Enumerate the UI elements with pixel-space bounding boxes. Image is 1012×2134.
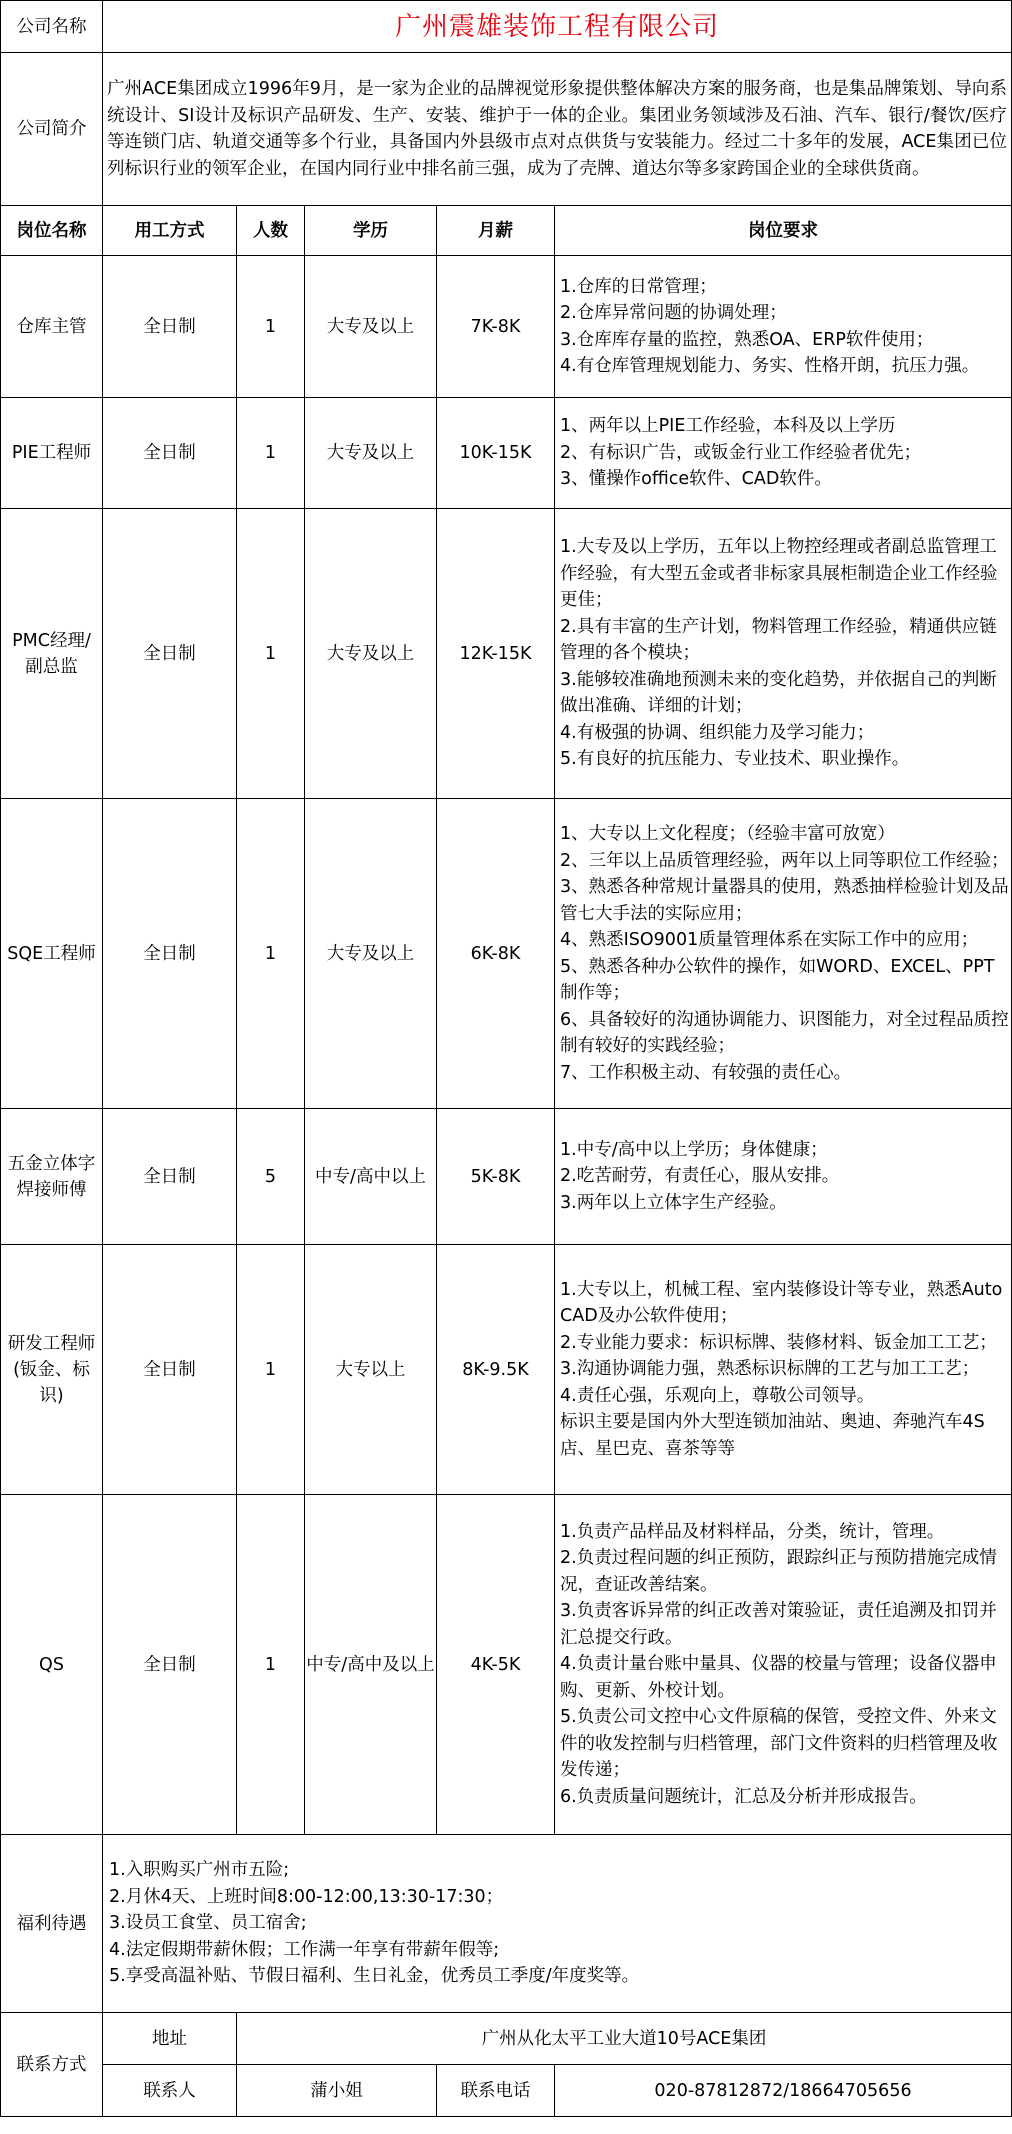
- job-count: 1: [237, 1245, 305, 1495]
- table-row: [1, 256, 1012, 398]
- benefits-list: [103, 1835, 1012, 2013]
- benefit-item: 5.享受高温补贴、节假日福利、生日礼金，优秀员工季度/年度奖等。: [109, 1966, 640, 1987]
- job-education: 大专及以上: [305, 256, 437, 398]
- job-count: 1: [237, 799, 305, 1109]
- job-requirements: [555, 1245, 1012, 1495]
- header-work-type: 用工方式: [103, 206, 237, 256]
- address-value: 广州从化太平工业大道10号ACE集团: [237, 2013, 1012, 2065]
- requirement-line: 7、工作积极主动、有较强的责任心。: [560, 1062, 852, 1083]
- job-education: 中专/高中以上: [305, 1109, 437, 1245]
- job-position: 五金立体字焊接师傅: [1, 1109, 103, 1245]
- job-position: QS: [1, 1495, 103, 1835]
- benefit-item: 2.月休4天、上班时间8:00-12:00,13:30-17:30；: [109, 1886, 504, 1907]
- address-label: 地址: [103, 2013, 237, 2065]
- company-name: 广州震雄装饰工程有限公司: [103, 1, 1012, 53]
- job-position: PMC经理/副总监: [1, 509, 103, 799]
- requirement-line: 3.沟通协调能力强，熟悉标识标牌的工艺与加工工艺；: [560, 1359, 980, 1380]
- company-intro-label: 公司简介: [1, 53, 103, 206]
- requirement-line: 1.大专以上，机械工程、室内装修设计等专业，熟悉Auto CAD及办公软件使用；: [560, 1279, 1003, 1327]
- job-work-type: 全日制: [103, 1109, 237, 1245]
- job-requirements: [555, 509, 1012, 799]
- job-education: 大专及以上: [305, 398, 437, 509]
- table-row: [1, 799, 1012, 1109]
- header-salary: 月薪: [437, 206, 555, 256]
- requirement-line: 5、熟悉各种办公软件的操作，如WORD、EXCEL、PPT制作等；: [560, 956, 995, 1003]
- requirement-line: 3.仓库库存量的监控，熟悉OA、ERP软件使用；: [560, 329, 934, 350]
- table-header-row: [1, 206, 1012, 256]
- job-work-type: 全日制: [103, 1245, 237, 1495]
- job-salary: 12K-15K: [437, 509, 555, 799]
- table-row: [1, 1109, 1012, 1245]
- requirement-line: 2.专业能力要求：标识标牌、装修材料、钣金加工工艺；: [560, 1332, 997, 1353]
- requirement-line: 1.负责产品样品及材料样品，分类，统计，管理。: [560, 1521, 945, 1542]
- job-work-type: 全日制: [103, 398, 237, 509]
- requirement-line: 6.负责质量问题统计，汇总及分析并形成报告。: [560, 1786, 927, 1807]
- job-position: PIE工程师: [1, 398, 103, 509]
- requirement-line: 1、两年以上PIE工作经验，本科及以上学历: [560, 416, 896, 437]
- job-salary: 8K-9.5K: [437, 1245, 555, 1495]
- job-salary: 10K-15K: [437, 398, 555, 509]
- requirement-line: 2.仓库异常问题的协调处理；: [560, 303, 787, 323]
- benefit-item: 3.设员工食堂、员工宿舍;: [109, 1913, 307, 1934]
- requirement-line: 5.有良好的抗压能力、专业技术、职业操作。: [560, 749, 910, 770]
- benefits-label: 福利待遇: [1, 1835, 103, 2013]
- header-requirements: 岗位要求: [555, 206, 1012, 256]
- company-name-row: [1, 1, 1012, 53]
- requirement-line: 3、懂操作office软件、CAD软件。: [560, 469, 832, 490]
- job-salary: 6K-8K: [437, 799, 555, 1109]
- requirement-line: 2.负责过程问题的纠正预防，跟踪纠正与预防措施完成情况，查证改善结案。: [560, 1548, 997, 1595]
- table-row: [1, 1495, 1012, 1835]
- job-work-type: 全日制: [103, 256, 237, 398]
- job-education: 大专及以上: [305, 799, 437, 1109]
- requirement-line: 3.两年以上立体字生产经验。: [560, 1192, 787, 1213]
- benefit-item: 1.入职购买广州市五险;: [109, 1860, 290, 1881]
- job-count: 1: [237, 1495, 305, 1835]
- job-work-type: 全日制: [103, 799, 237, 1109]
- requirement-line: 3.负责客诉异常的纠正改善对策验证，责任追溯及扣罚并汇总提交行政。: [560, 1601, 997, 1648]
- person-value: 蒲小姐: [237, 2065, 437, 2117]
- job-work-type: 全日制: [103, 1495, 237, 1835]
- requirement-line: 标识主要是国内外大型连锁加油站、奥迪、奔驰汽车4S店、星巴克、喜茶等等: [560, 1412, 985, 1459]
- table-row: [1, 1245, 1012, 1495]
- company-intro-text: 广州ACE集团成立1996年9月，是一家为企业的品牌视觉形象提供整体解决方案的服务商，也是集品牌策划、导向系统设计、SI设计及标识产品研发、生产、安装、维护于一体的企业。集团业务领域涉及石油、汽车、银行/餐饮/医疗等连锁门店、轨道交通等多个行业，具备国内外县级市点对点供货与安装能力。经过二十多年的发展，ACE集团已位列标识行业的领军企业，在国内同行业中排名前三强，成为了壳牌、道达尔等多家跨国企业的全球供货商。: [103, 53, 1012, 206]
- contact-label: 联系方式: [1, 2013, 103, 2117]
- table-row: [1, 509, 1012, 799]
- person-label: 联系人: [103, 2065, 237, 2117]
- header-count: 人数: [237, 206, 305, 256]
- job-requirements: [555, 1109, 1012, 1245]
- job-salary: 5K-8K: [437, 1109, 555, 1245]
- job-count: 1: [237, 509, 305, 799]
- requirement-line: 4、熟悉ISO9001质量管理体系在实际工作中的应用；: [560, 930, 979, 950]
- requirement-line: 2、有标识广告，或钣金行业工作经验者优先；: [560, 442, 922, 463]
- company-name-label: 公司名称: [1, 1, 103, 53]
- benefits-row: [1, 1835, 1012, 2013]
- requirement-line: 2.具有丰富的生产计划，物料管理工作经验，精通供应链管理的各个模块；: [560, 616, 997, 664]
- job-count: 1: [237, 256, 305, 398]
- job-count: 5: [237, 1109, 305, 1245]
- phone-label: 联系电话: [437, 2065, 555, 2117]
- job-education: 中专/高中及以上: [305, 1495, 437, 1835]
- requirement-line: 1.仓库的日常管理；: [560, 276, 717, 297]
- job-education: 大专及以上: [305, 509, 437, 799]
- phone-value: 020-87812872/18664705656: [555, 2065, 1012, 2117]
- job-requirements: [555, 398, 1012, 509]
- requirement-line: 4.有极强的协调、组织能力及学习能力；: [560, 722, 875, 743]
- header-education: 学历: [305, 206, 437, 256]
- job-education: 大专以上: [305, 1245, 437, 1495]
- job-count: 1: [237, 398, 305, 509]
- requirement-line: 3.能够较准确地预测未来的变化趋势，并依据自己的判断做出准确、详细的计划；: [560, 669, 997, 717]
- benefit-item: 4.法定假期带薪休假；工作满一年享有带薪年假等;: [109, 1939, 500, 1960]
- job-position: SQE工程师: [1, 799, 103, 1109]
- requirement-line: 5.负责公司文控中心文件原稿的保管，受控文件、外来文件的收发控制与归档管理，部门文件资料的归档管理及收发传递；: [560, 1707, 998, 1781]
- requirement-line: 6、具备较好的沟通协调能力、识图能力，对全过程品质控制有较好的实践经验；: [560, 1009, 1009, 1056]
- job-salary: 7K-8K: [437, 256, 555, 398]
- job-requirements: [555, 256, 1012, 398]
- requirement-line: 4.有仓库管理规划能力、务实、性格开朗，抗压力强。: [560, 356, 980, 376]
- requirement-line: 4.负责计量台账中量具、仪器的校量与管理；设备仪器申购、更新、外校计划。: [560, 1654, 997, 1701]
- requirement-line: 2.吃苦耐劳，有责任心，服从安排。: [560, 1166, 840, 1187]
- table-row: [1, 398, 1012, 509]
- job-work-type: 全日制: [103, 509, 237, 799]
- job-requirements: [555, 1495, 1012, 1835]
- requirement-line: 1.中专/高中以上学历；身体健康；: [560, 1139, 828, 1160]
- header-position: 岗位名称: [1, 206, 103, 256]
- requirement-line: 1、大专以上文化程度；（经验丰富可放宽）: [560, 824, 895, 844]
- job-requirements: [555, 799, 1012, 1109]
- job-position: 研发工程师(钣金、标识): [1, 1245, 103, 1495]
- contact-address-row: [1, 2013, 1012, 2065]
- contact-person-row: [1, 2065, 1012, 2117]
- requirement-line: 4.责任心强，乐观向上，尊敬公司领导。: [560, 1385, 875, 1406]
- company-intro-row: [1, 53, 1012, 206]
- job-position: 仓库主管: [1, 256, 103, 398]
- requirement-line: 2、三年以上品质管理经验，两年以上同等职位工作经验；: [560, 850, 1009, 871]
- job-salary: 4K-5K: [437, 1495, 555, 1835]
- requirement-line: 3、熟悉各种常规计量器具的使用，熟悉抽样检验计划及品管七大手法的实际应用；: [560, 877, 1009, 924]
- requirement-line: 1.大专及以上学历，五年以上物控经理或者副总监管理工作经验，有大型五金或者非标家具展柜制造企业工作经验更佳；: [560, 537, 998, 611]
